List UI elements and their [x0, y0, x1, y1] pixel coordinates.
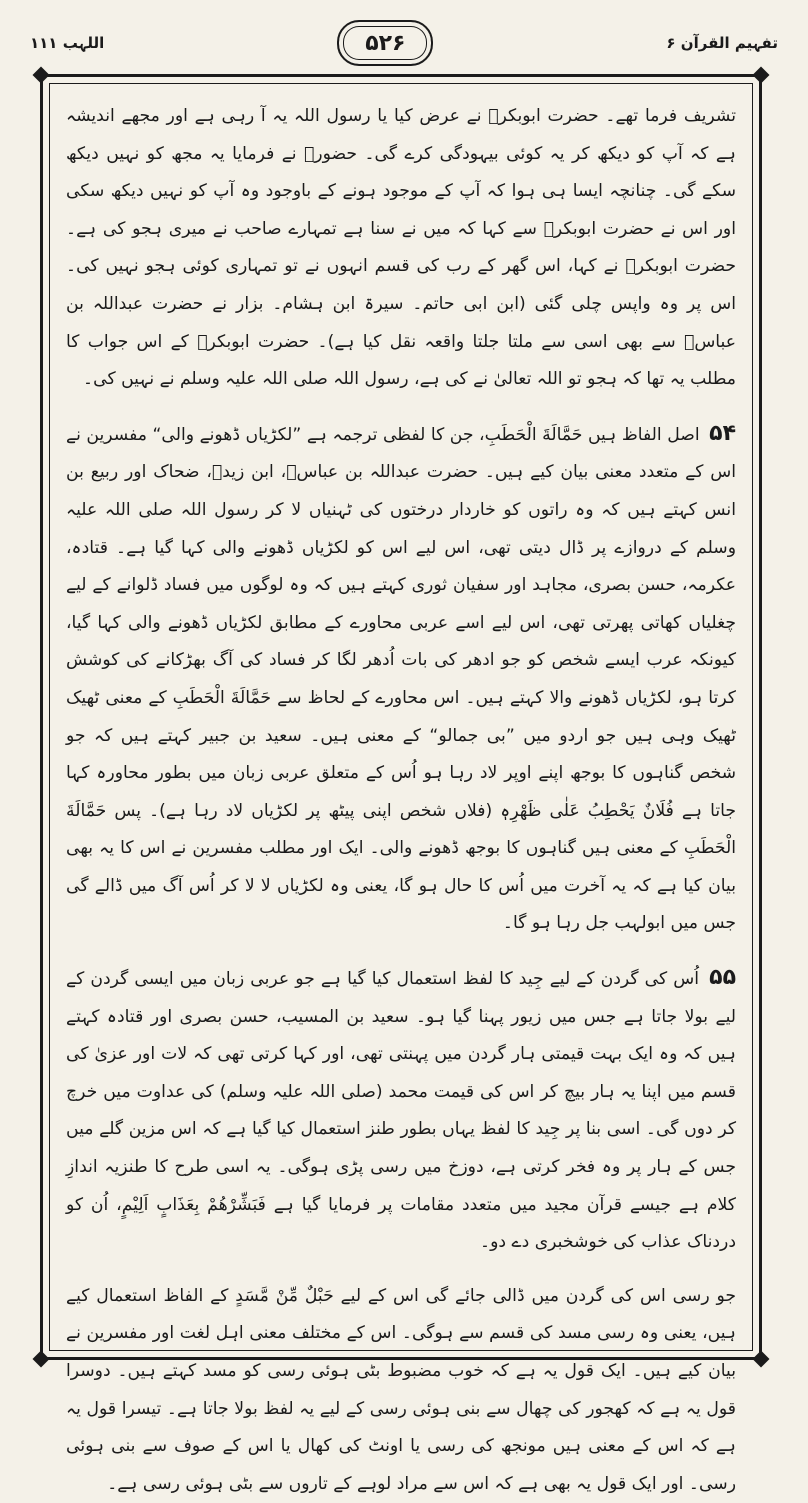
corner-ornament-icon	[753, 1351, 770, 1368]
footnote-paragraph	[66, 959, 736, 1262]
footnote-number: ۵۵	[709, 965, 736, 991]
page-header	[30, 14, 778, 72]
paragraph	[66, 98, 736, 399]
footnote-number: ۵۴	[709, 420, 736, 446]
footnote-paragraph	[66, 415, 736, 943]
paragraph-text: اصل الفاظ ہیں حَمَّالَةَ الْحَطَبِ، جن کا لفظی ترجمہ ہے ”لکڑیاں ڈھونے والی“ مفسرین نے اس کے متعدد معنی بیان کیے ہیں۔ حضرت عبداللہ بن عباسؓ، ابن زیدؓ، ضحاک اور ربیع بن انس کہتے ہیں کہ وہ راتوں کو خاردار درختوں کی ٹہنیاں لا کر رسول اللہ صلی اللہ علیہ وسلم کے دروازے پر ڈال دیتی تھی، اس لیے اس کو لکڑیاں ڈھونے والی کہا گیا ہے۔ قتادہ، عکرمہ، حسن بصری، مجاہد اور سفیان ثوری کہتے ہیں کہ وہ لوگوں میں فساد ڈلوانے کے لیے چغلیاں کھاتی پھرتی تھی، اس لیے اسے عربی محاورے کے مطابق لکڑیاں ڈھونے والی کہا گیا، کیونکہ عرب ایسے شخص کو جو ادھر کی بات اُدھر لگا کر فساد کی آگ بھڑکانے کی کوشش کرتا ہو، لکڑیاں ڈھونے والا کہتے ہیں۔ اس محاورے کے لحاظ سے حَمَّالَةَ الْحَطَبِ کے معنی ٹھیک ٹھیک وہی ہیں جو اردو میں ”بی جمالو“ کے معنی ہیں۔ سعید بن جبیر کہتے ہیں کہ جو شخص گناہوں کا بوجھ اپنے اوپر لاد رہا ہو اُس کے متعلق عربی زبان میں بطور محاورہ کہا جاتا ہے فُلَانٌ يَحْطِبُ عَلٰى ظَهْرِهٖ (فلاں شخص اپنی پیٹھ پر لکڑیاں لاد رہا ہے)۔ پس حَمَّالَةَ الْحَطَبِ کے معنی ہیں گناہوں کا بوجھ ڈھونے والی۔ ایک اور مطلب مفسرین نے اس کا یہ بھی بیان کیا ہے کہ یہ آخرت میں اُس کا حال ہو گا، یعنی وہ لکڑیاں لا لا کر اُس آگ میں ڈالے گی جس میں ابولہب جل رہا ہو گا۔	[66, 424, 736, 934]
corner-ornament-icon	[33, 1351, 50, 1368]
paragraph-text: جو رسی اس کی گردن میں ڈالی جائے گی اس کے لیے حَبْلٌ مِّنْ مَّسَدٍ کے الفاظ استعمال کیے ہیں، یعنی وہ رسی مسد کی قسم سے ہوگی۔ اس کے مختلف معنی اہل لغت اور مفسرین نے بیان کیے ہیں۔ ایک قول یہ ہے کہ خوب مضبوط بٹی ہوئی رسی کو مسد کہتے ہیں۔ دوسرا قول یہ ہے کہ کھجور کی چھال سے بنی ہوئی رسی کے لیے یہ لفظ بولا جاتا ہے۔ تیسرا قول یہ ہے کہ اس کے معنی ہیں مونجھ کی رسی یا اونٹ کی کھال یا اس کے صوف سے بنی ہوئی رسی۔ اور ایک قول یہ بھی ہے کہ اس سے مراد لوہے کے تاروں سے بٹی ہوئی رسی ہے۔	[66, 1285, 736, 1494]
paragraph-text: اُس کی گردن کے لیے جِید کا لفظ استعمال کیا گیا ہے جو عربی زبان میں ایسی گردن کے لیے بولا جاتا ہے جس میں زیور پہنا گیا ہو۔ سعید بن المسیب، حسن بصری اور قتادہ کہتے ہیں کہ وہ ایک بہت قیمتی ہار گردن میں پہنتی تھی، اور کہا کرتی تھی کہ لات اور عزیٰ کی قسم میں اپنا یہ ہار بیچ کر اس کی قیمت محمد (صلی اللہ علیہ وسلم) کی عداوت میں خرچ کر دوں گی۔ اسی بنا پر جِید کا لفظ یہاں بطور طنز استعمال کیا گیا ہے کہ اس مزین گلے میں جس کے ہار پر وہ فخر کرتی ہے، دوزخ میں رسی پڑی ہوگی۔ یہ اسی طرح کا طنزیہ اندازِ کلام ہے جیسے قرآن مجید میں متعدد مقامات پر فرمایا گیا ہے فَبَشِّرْهُمْ بِعَذَابٍ اَلِيْمٍ، اُن کو دردناک عذاب کی خوشخبری دے دو۔	[66, 969, 736, 1253]
book-title: تفہیم القرآن ۶	[666, 34, 778, 52]
commentary-body	[66, 98, 736, 1494]
paragraph-text: تشریف فرما تھے۔ حضرت ابوبکرؓ نے عرض کیا یا رسول اللہ یہ آ رہی ہے اور مجھے اندیشہ ہے کہ آپ کو دیکھ کر یہ کوئی بیہودگی کرے گی۔ حضورؐ نے فرمایا یہ مجھ کو نہیں دیکھ سکے گی۔ چنانچہ ایسا ہی ہوا کہ آپ کے موجود ہونے کے باوجود وہ آپ کو نہیں دیکھ سکی اور اس نے حضرت ابوبکرؓ سے کہا کہ میں نے سنا ہے تمہارے صاحب نے میری ہجو کی ہے۔ حضرت ابوبکرؓ نے کہا، اس گھر کے رب کی قسم انہوں نے تو تمہاری کوئی ہجو نہیں کی۔ اس پر وہ واپس چلی گئی (ابن ابی حاتم۔ سیرۃ ابن ہشام۔ بزار نے حضرت عبداللہ بن عباسؓ سے بھی اسی سے ملتا جلتا واقعہ نقل کیا ہے)۔ حضرت ابوبکرؓ کے اس جواب کا مطلب یہ تھا کہ ہجو تو اللہ تعالیٰ نے کی ہے، رسول اللہ صلی اللہ علیہ وسلم نے نہیں کی۔	[66, 106, 736, 390]
paragraph	[66, 1278, 736, 1503]
page-number: ۵۲۶	[337, 20, 433, 66]
surah-title: اللہب ۱۱۱	[30, 34, 105, 52]
